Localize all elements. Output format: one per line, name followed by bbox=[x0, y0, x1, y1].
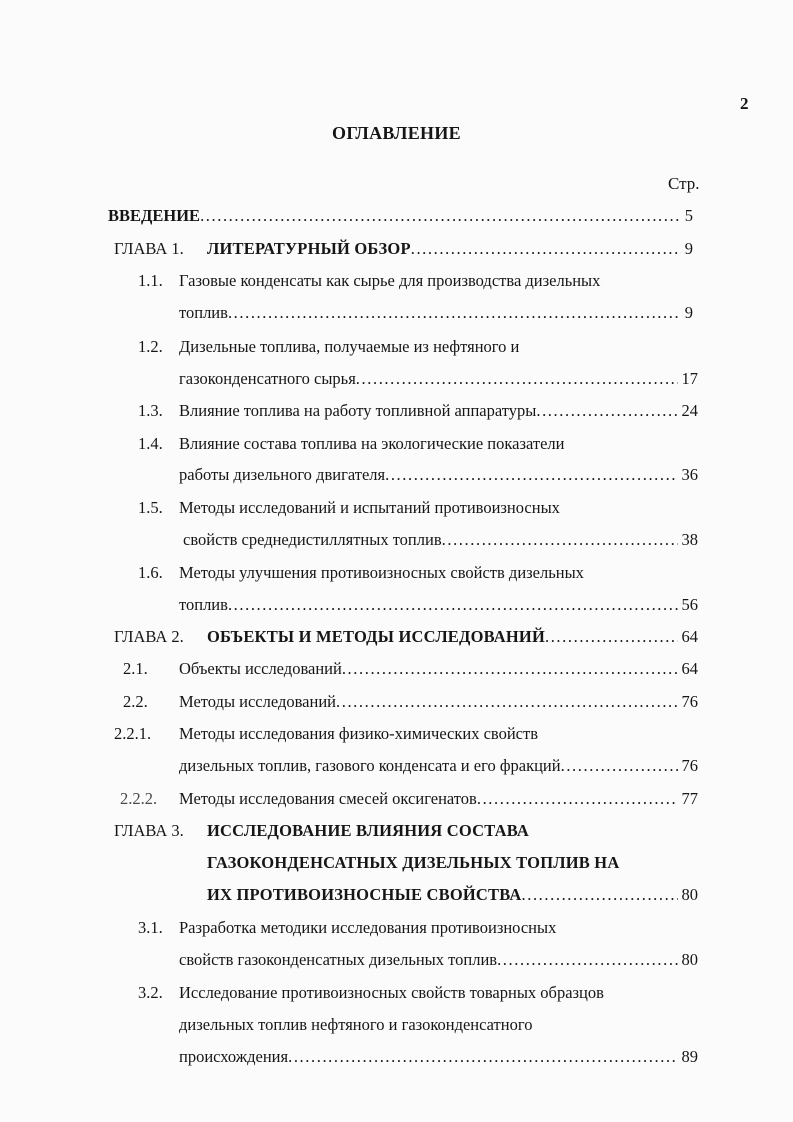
toc-entry-1-4[interactable] bbox=[179, 431, 698, 457]
dot-leader bbox=[356, 366, 678, 392]
page-column-label: Стр. bbox=[668, 174, 700, 193]
toc-entry-2-2[interactable] bbox=[179, 689, 698, 715]
dot-leader bbox=[522, 882, 678, 908]
toc-entry-title-cont: ИХ ПРОТИВОИЗНОСНЫЕ СВОЙСТВА bbox=[207, 885, 522, 904]
toc-page-number: 9 bbox=[684, 303, 693, 322]
toc-entry-title-cont: топлив bbox=[179, 595, 228, 614]
toc-entry-title: Газовые конденсаты как сырье для производства дизельных bbox=[179, 271, 601, 290]
toc-page-number: 36 bbox=[681, 465, 698, 484]
toc-entry-1-6[interactable] bbox=[179, 560, 698, 586]
toc-entry-title: ВВЕДЕНИЕ bbox=[108, 206, 201, 225]
toc-entry-1-6-cont[interactable] bbox=[179, 592, 698, 618]
section-number: 2.2.2. bbox=[120, 789, 158, 808]
dot-leader bbox=[545, 624, 678, 650]
toc-page-number: 38 bbox=[681, 530, 698, 549]
dot-leader bbox=[561, 753, 678, 779]
dot-leader bbox=[385, 462, 677, 488]
section-number: 1.6. bbox=[138, 563, 163, 582]
toc-entry-1-4-cont[interactable] bbox=[179, 462, 698, 488]
section-number: 1.3. bbox=[138, 401, 163, 420]
toc-page-number: 24 bbox=[681, 401, 698, 420]
dot-leader bbox=[477, 786, 678, 812]
chapter-label: ГЛАВА 2. bbox=[114, 627, 184, 646]
toc-entry-1-2[interactable] bbox=[179, 334, 693, 360]
toc-entry-2-2-1-cont[interactable] bbox=[179, 753, 698, 779]
toc-entry-title: Влияние топлива на работу топливной аппаратуры bbox=[179, 401, 537, 420]
toc-entry-chapter-3[interactable] bbox=[207, 818, 698, 844]
toc-entry-3-2-cont[interactable] bbox=[179, 1012, 698, 1038]
dot-leader bbox=[288, 1044, 677, 1070]
toc-page-number: 89 bbox=[681, 1047, 698, 1066]
toc-entry-3-2[interactable] bbox=[179, 980, 698, 1006]
toc-entry-title-cont: свойств газоконденсатных дизельных топлив bbox=[179, 950, 498, 969]
toc-entry-title: ОБЪЕКТЫ И МЕТОДЫ ИССЛЕДОВАНИЙ bbox=[207, 627, 545, 646]
toc-page-number: 64 bbox=[681, 659, 698, 678]
toc-entry-title: ЛИТЕРАТУРНЫЙ ОБЗОР bbox=[207, 239, 411, 258]
toc-entry-chapter-1[interactable] bbox=[207, 236, 693, 262]
toc-entry-title-cont: ГАЗОКОНДЕНСАТНЫХ ДИЗЕЛЬНЫХ ТОПЛИВ НА bbox=[207, 853, 620, 872]
toc-entry-intro[interactable] bbox=[108, 203, 693, 229]
section-number: 2.2.1. bbox=[114, 724, 152, 743]
section-number: 2.2. bbox=[123, 692, 148, 711]
dot-leader bbox=[336, 689, 678, 715]
section-number: 3.2. bbox=[138, 983, 163, 1002]
section-number: 1.5. bbox=[138, 498, 163, 517]
toc-entry-title: Дизельные топлива, получаемые из нефтяного и bbox=[179, 337, 520, 356]
toc-page-number: 77 bbox=[681, 789, 698, 808]
chapter-label: ГЛАВА 3. bbox=[114, 821, 184, 840]
section-number: 1.1. bbox=[138, 271, 163, 290]
toc-entry-1-2-cont[interactable] bbox=[179, 366, 698, 392]
toc-entry-1-5-cont[interactable] bbox=[183, 527, 698, 553]
dot-leader bbox=[411, 236, 681, 262]
toc-page-number: 17 bbox=[681, 369, 698, 388]
toc-entry-1-5[interactable] bbox=[179, 495, 698, 521]
section-number: 1.2. bbox=[138, 337, 163, 356]
toc-page-number: 9 bbox=[684, 239, 693, 258]
toc-entry-3-2-cont-2[interactable] bbox=[179, 1044, 698, 1070]
section-number: 1.4. bbox=[138, 434, 163, 453]
toc-entry-title-cont: дизельных топлив, газового конденсата и его фракций bbox=[179, 756, 561, 775]
toc-entry-2-1[interactable] bbox=[179, 656, 698, 682]
toc-entry-title: Методы исследований bbox=[179, 692, 336, 711]
toc-entry-title-cont: работы дизельного двигателя bbox=[179, 465, 386, 484]
toc-entry-3-1[interactable] bbox=[179, 915, 698, 941]
toc-page-number: 80 bbox=[681, 885, 698, 904]
chapter-label: ГЛАВА 1. bbox=[114, 239, 184, 258]
toc-page-number: 76 bbox=[681, 692, 698, 711]
toc-entry-title-cont: дизельных топлив нефтяного и газоконденсатного bbox=[179, 1015, 533, 1034]
page-title: ОГЛАВЛЕНИЕ bbox=[332, 123, 461, 143]
toc-page-number: 56 bbox=[681, 595, 698, 614]
toc-entry-1-1[interactable] bbox=[179, 268, 693, 294]
dot-leader bbox=[536, 398, 677, 424]
page-number: 2 bbox=[740, 94, 749, 113]
toc-entry-title: Влияние состава топлива на экологические показатели bbox=[179, 434, 565, 453]
toc-entry-title: Методы исследований и испытаний противоизносных bbox=[179, 498, 560, 517]
toc-entry-chapter-2[interactable] bbox=[207, 624, 698, 650]
toc-entry-title-cont: топлив bbox=[179, 303, 228, 322]
toc-entry-title: Методы исследования смесей оксигенатов bbox=[179, 789, 477, 808]
dot-leader bbox=[200, 203, 681, 229]
toc-entry-1-3[interactable] bbox=[179, 398, 698, 424]
toc-entry-title: ИССЛЕДОВАНИЕ ВЛИЯНИЯ СОСТАВА bbox=[207, 821, 530, 840]
dot-leader bbox=[342, 656, 678, 682]
toc-entry-2-2-2[interactable] bbox=[179, 786, 698, 812]
toc-page-number: 80 bbox=[681, 950, 698, 969]
toc-entry-title: Разработка методики исследования противоизносных bbox=[179, 918, 557, 937]
section-number: 3.1. bbox=[138, 918, 163, 937]
toc-entry-title-cont: свойств среднедистиллятных топлив bbox=[183, 530, 442, 549]
toc-entry-title: Объекты исследований bbox=[179, 659, 342, 678]
toc-entry-title: Методы улучшения противоизносных свойств дизельных bbox=[179, 563, 584, 582]
toc-entry-title: Методы исследования физико-химических свойств bbox=[179, 724, 539, 743]
toc-entry-title-cont: газоконденсатного сырья bbox=[179, 369, 356, 388]
toc-entry-chapter-3-cont[interactable] bbox=[207, 850, 698, 876]
dot-leader bbox=[497, 947, 677, 973]
dot-leader bbox=[228, 592, 678, 618]
toc-entry-3-1-cont[interactable] bbox=[179, 947, 698, 973]
toc-entry-chapter-3-cont-2[interactable] bbox=[207, 882, 698, 908]
dot-leader bbox=[442, 527, 678, 553]
toc-entry-2-2-1[interactable] bbox=[179, 721, 698, 747]
toc-page-number: 5 bbox=[684, 206, 693, 225]
toc-entry-title: Исследование противоизносных свойств товарных образцов bbox=[179, 983, 604, 1002]
toc-entry-title-cont: происхождения bbox=[179, 1047, 289, 1066]
dot-leader bbox=[228, 300, 681, 326]
toc-entry-1-1-cont[interactable] bbox=[179, 300, 693, 326]
toc-page-number: 64 bbox=[681, 627, 698, 646]
section-number: 2.1. bbox=[123, 659, 148, 678]
toc-page-number: 76 bbox=[681, 756, 698, 775]
